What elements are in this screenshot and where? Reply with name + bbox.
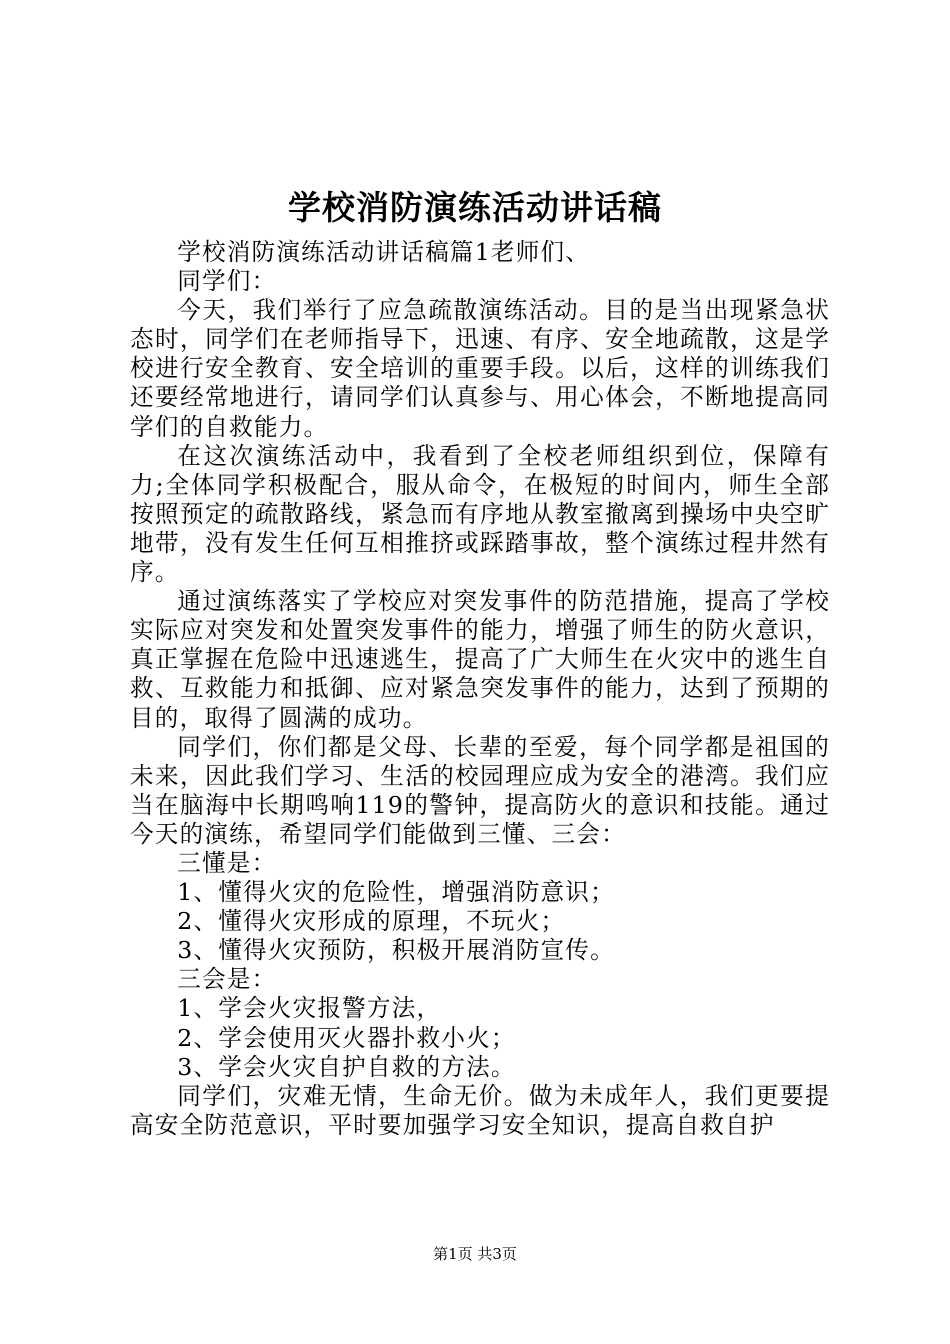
paragraph-3: 通过演练落实了学校应对突发事件的防范措施，提高了学校实际应对突发和处置突发事件的能力，增强了师生的防火意识，真正掌握在危险中迅速逃生，提高了广大师生在火灾中的逃生自救、互救能力和抵御、应对紧急突发事件的能力，达到了预期的目的，取得了圆满的成功。 — [130, 587, 830, 732]
paragraph-salutation: 同学们： — [177, 267, 277, 296]
list-item: 1、懂得火灾的危险性，增强消防意识； — [177, 878, 615, 907]
list-item: 1、学会火灾报警方法， — [177, 994, 442, 1023]
paragraph-1: 今天，我们举行了应急疏散演练活动。目的是当出现紧急状态时，同学们在老师指导下，迅速、有序、安全地疏散，这是学校进行安全教育、安全培训的重要手段。以后，这样的训练我们还要经常地进行，请同学们认真参与、用心体会，不断地提高同学们的自救能力。 — [130, 296, 830, 441]
list-heading-three-understandings: 三懂是： — [177, 848, 277, 877]
paragraph-5: 同学们，灾难无情，生命无价。做为未成年人，我们更要提高安全防范意识，平时要加强学习安全知识，提高自救自护 — [130, 1081, 830, 1139]
paragraph-4: 同学们，你们都是父母、长辈的至爱，每个同学都是祖国的未来，因此我们学习、生活的校园理应成为安全的港湾。我们应当在脑海中长期鸣响119的警钟，提高防火的意识和技能。通过今天的演练，希望同学们能做到三懂、三会： — [130, 732, 830, 848]
document-body — [130, 238, 830, 1140]
paragraph-heading-line: 学校消防演练活动讲话稿篇1老师们、 — [177, 238, 591, 266]
document-title: 学校消防演练活动讲话稿 — [288, 188, 662, 227]
list-heading-three-skills: 三会是： — [177, 965, 277, 994]
paragraph-2: 在这次演练活动中，我看到了全校老师组织到位，保障有力;全体同学积极配合，服从命令，在极短的时间内，师生全部按照预定的疏散路线，紧急而有序地从教室撤离到操场中央空旷地带，没有发生任何互相推挤或踩踏事故，整个演练过程井然有序。 — [130, 441, 830, 587]
list-item: 3、学会火灾自护自救的方法。 — [177, 1052, 516, 1081]
page-footer: 第1页 共3页 — [433, 1245, 517, 1263]
list-item: 2、学会使用灭火器扑救小火； — [177, 1023, 516, 1052]
list-item: 3、懂得火灾预防，积极开展消防宣传。 — [177, 936, 615, 965]
list-item: 2、懂得火灾形成的原理，不玩火； — [177, 907, 566, 936]
